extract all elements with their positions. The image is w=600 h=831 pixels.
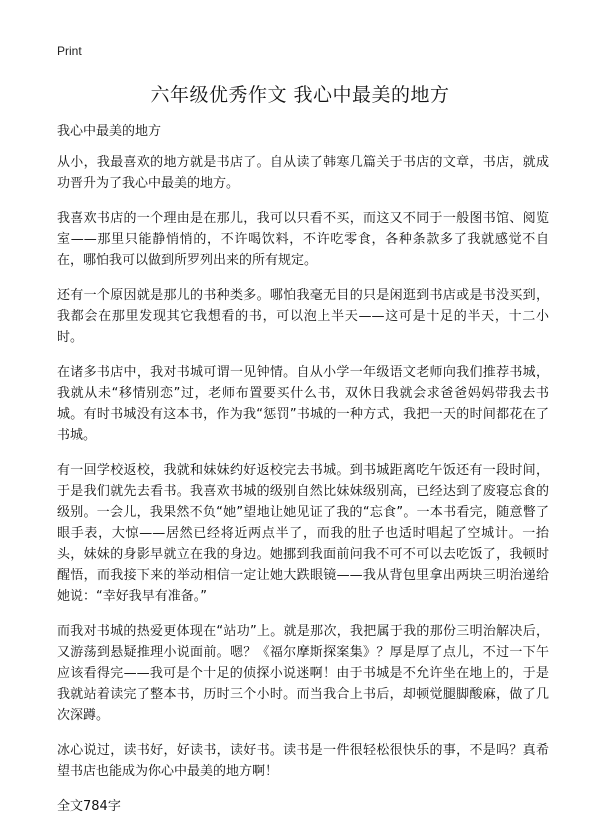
paragraph-3: 还有一个原因就是那儿的书种类多。哪怕我毫无目的只是闲逛到书店或是书没买到，我都会在那里发现其它我想看的书，可以泡上半天——这可是十足的半天，十二小时。 [57,288,549,345]
paragraph-2: 我喜欢书店的一个理由是在那儿，我可以只看不买，而这又不同于一般图书馆、阅览室——那里只能静悄悄的，不许喝饮料，不许吃零食，各种条款多了我就感觉不自在，哪怕我可以做到所罗列出来的所有规定。 [57,211,549,268]
paragraph-7: 冰心说过，读书好，好读书，读好书。读书是一件很轻松很快乐的事，不是吗？真希望书店也能成为你心中最美的地方啊！ [57,743,549,779]
paragraph-5: 有一回学校返校，我就和妹妹约好返校完去书城。到书城距离吃午饭还有一段时间，于是我们就先去看书。我喜欢书城的级别自然比妹妹级别高，已经达到了废寝忘食的级别。一会儿，我果然不负“她”望地让她见证了我的“忘食”。一本书看完，随意瞥了眼手表，大惊——居然已经将近两点半了，而我的肚子也适时唱起了空城计。一抬头，妹妹的身影早就立在我的身边。她挪到我面前问我不可不可以去吃饭了，我顿时醒悟，而我接下来的举动相信一定让她大跌眼镜——我从背包里拿出两块三明治递给她说：“幸好我早有准备。” [57,463,549,604]
document-subtitle: 我心中最美的地方 [57,124,162,139]
document-title: 六年级优秀作文 我心中最美的地方 [150,84,450,106]
paragraph-6: 而我对书城的热爱更体现在“站功”上。就是那次，我把属于我的那份三明治解决后，又游荡到悬疑推理小说面前。嗯？《福尔摩斯探案集》？厚是厚了点儿，不过一下午应该看得完——我可是个十足的侦探小说迷啊！由于书城是不允许坐在地上的，于是我就站着读完了整本书，历时三个小时。而当我合上书后，却顿觉腿脚酸麻，做了几次深蹲。 [57,624,549,723]
paragraph-1: 从小，我最喜欢的地方就是书店了。自从读了韩寒几篇关于书店的文章，书店，就成功晋升为了我心中最美的地方。 [57,155,549,191]
document-body [57,121,549,831]
word-count: 全文784字 [57,799,121,814]
paragraph-4: 在诸多书店中，我对书城可谓一见钟情。自从小学一年级语文老师向我们推荐书城，我就从未“移情别恋”过，老师布置要买什么书，双休日我就会求爸爸妈妈带我去书城。有时书城没有这本书，作为我“惩罚”书城的一种方式，我把一天的时间都花在了书城。 [57,365,549,443]
print-label: Print [57,44,82,58]
